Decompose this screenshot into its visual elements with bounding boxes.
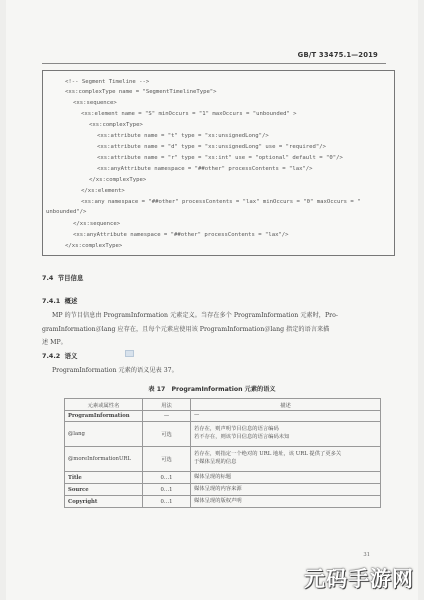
code-line: <xs:complexType> <box>89 122 143 128</box>
usage-cell: 0…1 <box>143 484 191 496</box>
element-name-cell: @moreInformationURL <box>65 447 143 472</box>
section-heading-7-4-2: 7.4.2 语义 <box>42 352 78 360</box>
table-row <box>65 447 381 472</box>
table-header-cell: 描述 <box>191 399 381 411</box>
code-line: </xs:complexType> <box>89 177 147 183</box>
element-name-cell: @lang <box>65 422 143 447</box>
code-line: <xs:attribute name = "d" type = "xs:unsignedLong" use = "required"/> <box>97 144 327 150</box>
code-line: </xs:complexType> <box>65 243 123 249</box>
section-heading-7-4: 7.4 节目信息 <box>42 274 84 282</box>
description-cell: 媒体呈现的标题 <box>191 472 381 484</box>
overview-paragraph-line: gramInformation＠lang 应存在，且每个元素应使用该 ProgramInformation＠lang 指定的语言来描 <box>42 326 330 333</box>
document-page <box>6 0 418 600</box>
semantics-paragraph: ProgramInformation 元素的语义见表 37。 <box>52 367 178 374</box>
code-line: <xs:attribute name = "r" type = "xs:int" use = "optional" default = "0"/> <box>97 155 343 161</box>
semantics-table <box>64 398 381 508</box>
xml-code-box <box>42 70 395 256</box>
element-name-cell: Source <box>65 484 143 496</box>
code-line: <xs:anyAttribute namespace = "##other" processContents = "lax"/> <box>73 232 289 238</box>
element-name-cell: Title <box>65 472 143 484</box>
code-line: <xs:sequence> <box>73 100 117 106</box>
code-line: <!-- Segment Timeline --> <box>65 79 150 85</box>
section-heading-7-4-1: 7.4.1 概述 <box>42 297 78 305</box>
table-header-row <box>65 399 381 411</box>
description-cell: 若存在，则指定一个绝对的 URL 地址，该 URL 提供了更多关 于媒体呈现的信息 <box>191 447 381 472</box>
small-image-mark <box>125 350 134 357</box>
description-cell: 媒体呈现的版权声明 <box>191 496 381 508</box>
table-row <box>65 484 381 496</box>
code-line: <xs:element name = "S" minOccurs = "1" maxOccurs = "unbounded" > <box>81 111 297 117</box>
overview-paragraph-line: MP 的节目信息由 ProgramInformation 元素定义。当存在多个 ProgramInformation 元素时，Pro- <box>52 312 338 319</box>
element-name-cell: ProgramInformation <box>65 411 143 422</box>
code-line: <xs:complexType name = "SegmentTimelineType"> <box>65 89 217 95</box>
usage-cell: 0…1 <box>143 472 191 484</box>
usage-cell: 可选 <box>143 422 191 447</box>
table-row <box>65 496 381 508</box>
table-row <box>65 472 381 484</box>
code-line: unbounded"/> <box>46 209 87 215</box>
overview-paragraph-line: 述 MP。 <box>42 339 67 346</box>
code-line: <xs:anyAttribute namespace = "##other" processContents = "lax"/> <box>97 166 313 172</box>
element-name-cell: Copyright <box>65 496 143 508</box>
table-header-cell: 用法 <box>143 399 191 411</box>
page-number: 31 <box>363 552 370 558</box>
description-cell: — <box>191 411 381 422</box>
code-line: </xs:sequence> <box>73 221 121 227</box>
table-header-cell: 元素或属性名 <box>65 399 143 411</box>
header-rule <box>42 63 386 64</box>
usage-cell: — <box>143 411 191 422</box>
code-line: </xs:element> <box>81 188 125 194</box>
code-line: <xs:attribute name = "t" type = "xs:unsignedLong"/> <box>97 133 269 139</box>
watermark-logo: 元码手游网 <box>304 567 414 591</box>
description-cell: 媒体呈现的内容来源 <box>191 484 381 496</box>
table-row <box>65 422 381 447</box>
description-cell: 若存在，则声明节目信息的语言编码 若不存在，则该节目信息的语言编码未知 <box>191 422 381 447</box>
usage-cell: 0…1 <box>143 496 191 508</box>
usage-cell: 可选 <box>143 447 191 472</box>
standard-number: GB/T 33475.1—2019 <box>297 51 378 59</box>
table-caption: 表 17 ProgramInformation 元素的语义 <box>148 386 276 393</box>
code-line: <xs:any namespace = "##other" processContents = "lax" minOccurs = "0" maxOccurs = " <box>81 199 361 205</box>
table-row <box>65 411 381 422</box>
